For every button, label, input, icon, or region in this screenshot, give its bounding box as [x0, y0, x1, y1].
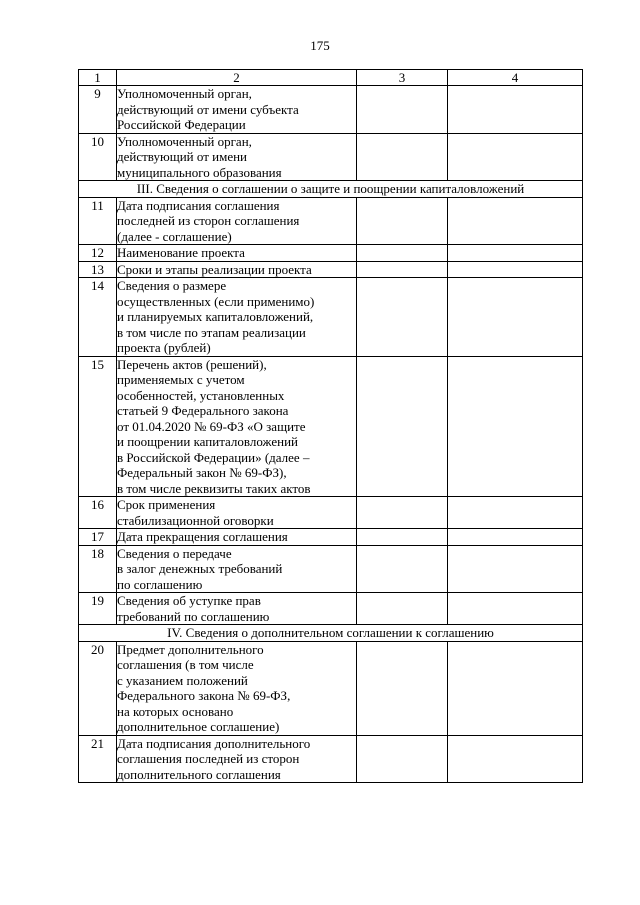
column-3-cell: [357, 261, 448, 278]
table-row: [79, 133, 583, 181]
column-4-cell: [448, 197, 583, 245]
description-line: последней из сторон соглашения: [117, 213, 300, 228]
table-row: [79, 278, 583, 357]
column-3-cell: [357, 278, 448, 357]
description-line: соглашения последней из сторон: [117, 751, 300, 766]
column-3-cell: [357, 245, 448, 262]
row-number: 12: [79, 245, 117, 262]
description-line: стабилизационной оговорки: [117, 512, 274, 528]
row-number: 11: [79, 197, 117, 245]
column-header-1: 1: [79, 70, 117, 86]
description-line: и поощрении капиталовложений: [117, 434, 298, 449]
description-line: Сведения о передаче: [117, 545, 232, 561]
description-line: и планируемых капиталовложений,: [117, 309, 314, 324]
description-line: Уполномоченный орган,: [117, 133, 252, 149]
description-line: Федеральный закон № 69-ФЗ),: [117, 465, 287, 480]
description-line: Сроки и этапы реализации проекта: [117, 261, 312, 277]
description-line: проекта (рублей): [117, 340, 211, 355]
description-line: Срок применения: [117, 497, 216, 512]
column-4-cell: [448, 245, 583, 262]
description-line: Дата прекращения соглашения: [117, 529, 288, 544]
column-4-cell: [448, 356, 583, 497]
row-description: [117, 278, 357, 357]
row-description: [117, 641, 357, 735]
column-4-cell: [448, 133, 583, 181]
row-number: 21: [79, 735, 117, 783]
description-line: Наименование проекта: [117, 245, 245, 260]
column-header-2: 2: [117, 70, 357, 86]
row-number: 15: [79, 356, 117, 497]
description-line: применяемых с учетом: [117, 372, 245, 387]
column-4-cell: [448, 497, 583, 529]
row-description: [117, 261, 357, 278]
column-4-cell: [448, 593, 583, 625]
row-description: [117, 497, 357, 529]
table-header-row: [79, 70, 583, 86]
column-3-cell: [357, 529, 448, 546]
column-4-cell: [448, 261, 583, 278]
row-number: 9: [79, 86, 117, 134]
row-number: 16: [79, 497, 117, 529]
column-3-cell: [357, 86, 448, 134]
description-line: на которых основано: [117, 703, 234, 719]
row-description: [117, 86, 357, 134]
column-4-cell: [448, 529, 583, 546]
document-table: [78, 69, 583, 783]
table-row: [79, 735, 583, 783]
section-heading-row: [79, 181, 583, 198]
description-line: от 01.04.2020 № 69-ФЗ «О защите: [117, 418, 306, 434]
column-3-cell: [357, 197, 448, 245]
description-line: в залог денежных требований: [117, 561, 283, 576]
table-row: [79, 356, 583, 497]
description-line: соглашения (в том числе: [117, 657, 254, 672]
table-row: [79, 197, 583, 245]
description-line: (далее - соглашение): [117, 228, 232, 244]
column-4-cell: [448, 545, 583, 593]
row-number: 13: [79, 261, 117, 278]
description-line: Федерального закона № 69-ФЗ,: [117, 688, 291, 703]
description-line: особенностей, установленных: [117, 387, 285, 403]
column-3-cell: [357, 356, 448, 497]
row-description: [117, 529, 357, 546]
column-4-cell: [448, 278, 583, 357]
row-number: 17: [79, 529, 117, 546]
row-description: [117, 735, 357, 783]
description-line: Дата подписания дополнительного: [117, 735, 311, 751]
description-line: в Российской Федерации» (далее –: [117, 449, 310, 465]
column-4-cell: [448, 735, 583, 783]
description-line: статьей 9 Федерального закона: [117, 403, 289, 418]
row-number: 19: [79, 593, 117, 625]
row-description: [117, 197, 357, 245]
table-row: [79, 593, 583, 625]
column-header-4: 4: [448, 70, 583, 86]
description-line: Предмет дополнительного: [117, 641, 264, 657]
row-description: [117, 133, 357, 181]
description-line: с указанием положений: [117, 672, 248, 688]
section-heading: III. Сведения о соглашении о защите и поощрении капиталовложений: [79, 181, 583, 198]
table-row: [79, 86, 583, 134]
section-heading-row: [79, 625, 583, 642]
description-line: осуществленных (если применимо): [117, 293, 315, 309]
column-3-cell: [357, 497, 448, 529]
description-line: дополнительное соглашение): [117, 719, 280, 734]
description-line: требований по соглашению: [117, 608, 270, 624]
description-line: Перечень актов (решений),: [117, 356, 267, 372]
column-4-cell: [448, 641, 583, 735]
row-description: [117, 593, 357, 625]
table-row: [79, 245, 583, 262]
table-row: [79, 497, 583, 529]
page-number: 175: [310, 38, 330, 53]
column-3-cell: [357, 593, 448, 625]
column-3-cell: [357, 133, 448, 181]
row-description: [117, 356, 357, 497]
description-line: действующий от имени: [117, 149, 247, 164]
row-number: 18: [79, 545, 117, 593]
row-description: [117, 545, 357, 593]
description-line: Сведения о размере: [117, 278, 227, 293]
description-line: Дата подписания соглашения: [117, 197, 280, 213]
table-row: [79, 529, 583, 546]
table-row: [79, 545, 583, 593]
row-number: 20: [79, 641, 117, 735]
row-number: 14: [79, 278, 117, 357]
table-row: [79, 641, 583, 735]
column-header-3: 3: [357, 70, 448, 86]
description-line: муниципального образования: [117, 164, 282, 180]
row-description: [117, 245, 357, 262]
description-line: Сведения об уступке прав: [117, 593, 261, 608]
column-3-cell: [357, 735, 448, 783]
description-line: Российской Федерации: [117, 117, 246, 132]
description-line: по соглашению: [117, 576, 203, 592]
description-line: дополнительного соглашения: [117, 766, 281, 782]
description-line: действующий от имени субъекта: [117, 101, 299, 117]
section-heading: IV. Сведения о дополнительном соглашении к соглашению: [79, 625, 583, 642]
table-row: [79, 261, 583, 278]
column-4-cell: [448, 86, 583, 134]
description-line: в том числе по этапам реализации: [117, 324, 306, 340]
description-line: Уполномоченный орган,: [117, 86, 252, 101]
row-number: 10: [79, 133, 117, 181]
column-3-cell: [357, 641, 448, 735]
column-3-cell: [357, 545, 448, 593]
description-line: в том числе реквизиты таких актов: [117, 480, 311, 496]
